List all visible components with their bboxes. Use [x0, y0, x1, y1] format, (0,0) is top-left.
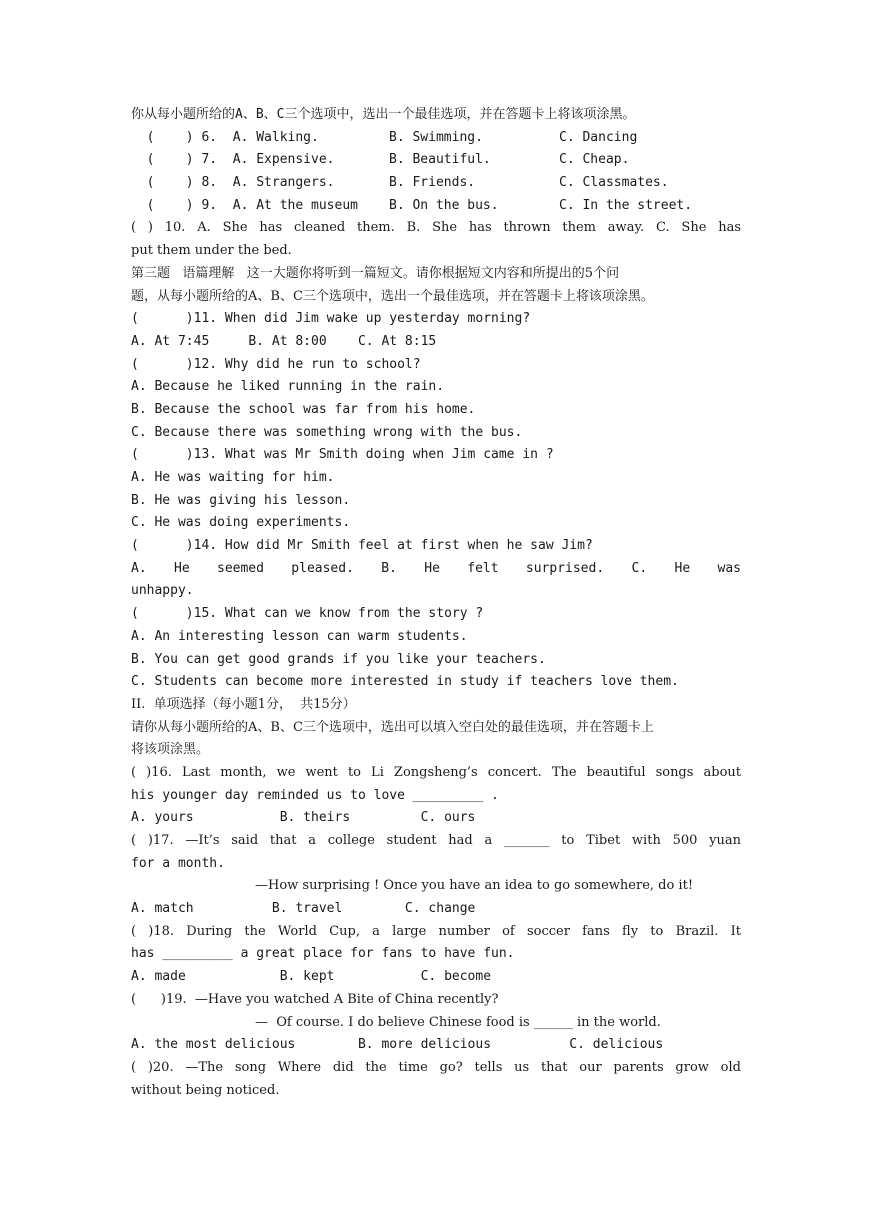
q9-option-c: C. In the street.: [559, 197, 693, 213]
q6-option-c: C. Dancing: [559, 129, 638, 145]
q8-option-c: C. Classmates.: [559, 175, 669, 191]
question-10-line-1: ( ) 10. A. She has cleaned them. B. She has thrown them away. C. She has: [131, 220, 741, 236]
q7-option-a: ( ) 7. A. Expensive.: [131, 152, 335, 168]
q17-options: A. match B. travel C. change: [131, 901, 476, 917]
q18-options: A. made B. kept C. become: [131, 969, 492, 985]
question-11: ( )11. When did Jim wake up yesterday morning?: [131, 311, 531, 327]
q6-option-a: ( ) 6. A. Walking.: [131, 129, 319, 145]
question-18-line-1: ( )18. During the World Cup, a large number of soccer fans fly to Brazil. It: [131, 923, 741, 939]
q15-option-a: A. An interesting lesson can warm students.: [131, 628, 468, 644]
q9-option-a: ( ) 9. A. At the museum: [131, 197, 358, 213]
q6-option-b: B. Swimming.: [389, 129, 483, 145]
section-2-title: II. 单项选择（每小题1分， 共15分）: [131, 696, 356, 712]
question-20-line-2: without being noticed.: [131, 1082, 280, 1098]
question-16-line-1: ( )16. Last month, we went to Li Zongsheng’s concert. The beautiful songs about: [131, 764, 741, 780]
question-17-line-1: ( )17. —It’s said that a college student had a _______ to Tibet with 500 yuan: [131, 833, 741, 848]
question-10-line-2: put them under the bed.: [131, 243, 292, 259]
question-12: ( )12. Why did he run to school?: [131, 356, 421, 372]
question-15: ( )15. What can we know from the story ?: [131, 606, 484, 622]
exam-page: [131, 104, 741, 1102]
q13-option-b: B. He was giving his lesson.: [131, 492, 351, 508]
question-20-line-1: ( )20. —The song Where did the time go? tells us that our parents grow old: [131, 1059, 741, 1075]
part3-heading-line-1: 第三题 语篇理解 这一大题你将听到一篇短文。请你根据短文内容和所提出的5个问: [131, 265, 620, 281]
q7-option-b: B. Beautiful.: [389, 152, 491, 168]
question-6: [131, 127, 741, 150]
question-17-line-2: for a month.: [131, 855, 225, 871]
question-16-line-2: his younger day reminded us to love _________ .: [131, 787, 499, 803]
question-9: [131, 195, 741, 218]
q14-options: A. He seemed pleased. B. He felt surprised. C. He was: [131, 560, 741, 576]
q19-options: A. the most delicious B. more delicious C. delicious: [131, 1037, 664, 1053]
section-2-instruction-line-2: 将该项涂黑。: [131, 742, 210, 758]
q16-options: A. yours B. theirs C. ours: [131, 810, 476, 826]
q8-option-b: B. Friends.: [389, 175, 476, 191]
q8-option-a: ( ) 8. A. Strangers.: [131, 175, 335, 191]
q12-option-c: C. Because there was something wrong with the bus.: [131, 424, 523, 440]
section-2-instruction-line-1: 请你从每小题所给的A、B、C三个选项中，选出可以填入空白处的最佳选项，并在答题卡上: [131, 719, 654, 735]
part3-heading-line-2: 题，从每小题所给的A、B、C三个选项中，选出一个最佳选项，并在答题卡上将该项涂黑。: [131, 288, 654, 304]
q13-option-a: A. He was waiting for him.: [131, 470, 335, 485]
question-8: [131, 172, 741, 195]
q11-options: A. At 7:45 B. At 8:00 C. At 8:15: [131, 333, 437, 349]
question-7: [131, 149, 741, 172]
question-19-line-1: ( )19. —Have you watched A Bite of China recently?: [131, 991, 499, 1007]
q7-option-c: C. Cheap.: [559, 152, 630, 168]
q12-option-a: A. Because he liked running in the rain.: [131, 379, 445, 395]
question-13: ( )13. What was Mr Smith doing when Jim came in ?: [131, 447, 554, 463]
q14-options-continued: unhappy.: [131, 583, 194, 599]
question-17-line-3: —How surprising ! Once you have an idea to go somewhere, do it!: [255, 878, 694, 894]
q9-option-b: B. On the bus.: [389, 197, 499, 213]
question-18-line-2: has _________ a great place for fans to have fun.: [131, 946, 515, 962]
question-19-line-2: — Of course. I do believe Chinese food is ______ in the world.: [255, 1014, 661, 1030]
q15-option-c: C. Students can become more interested in study if teachers love them.: [131, 674, 679, 690]
q12-option-b: B. Because the school was far from his home.: [131, 401, 476, 417]
question-14: ( )14. How did Mr Smith feel at first when he saw Jim?: [131, 538, 593, 554]
q13-option-c: C. He was doing experiments.: [131, 515, 351, 531]
part2-instruction: 你从每小题所给的A、B、C三个选项中，选出一个最佳选项，并在答题卡上将该项涂黑。: [131, 107, 636, 122]
q15-option-b: B. You can get good grands if you like your teachers.: [131, 651, 546, 667]
